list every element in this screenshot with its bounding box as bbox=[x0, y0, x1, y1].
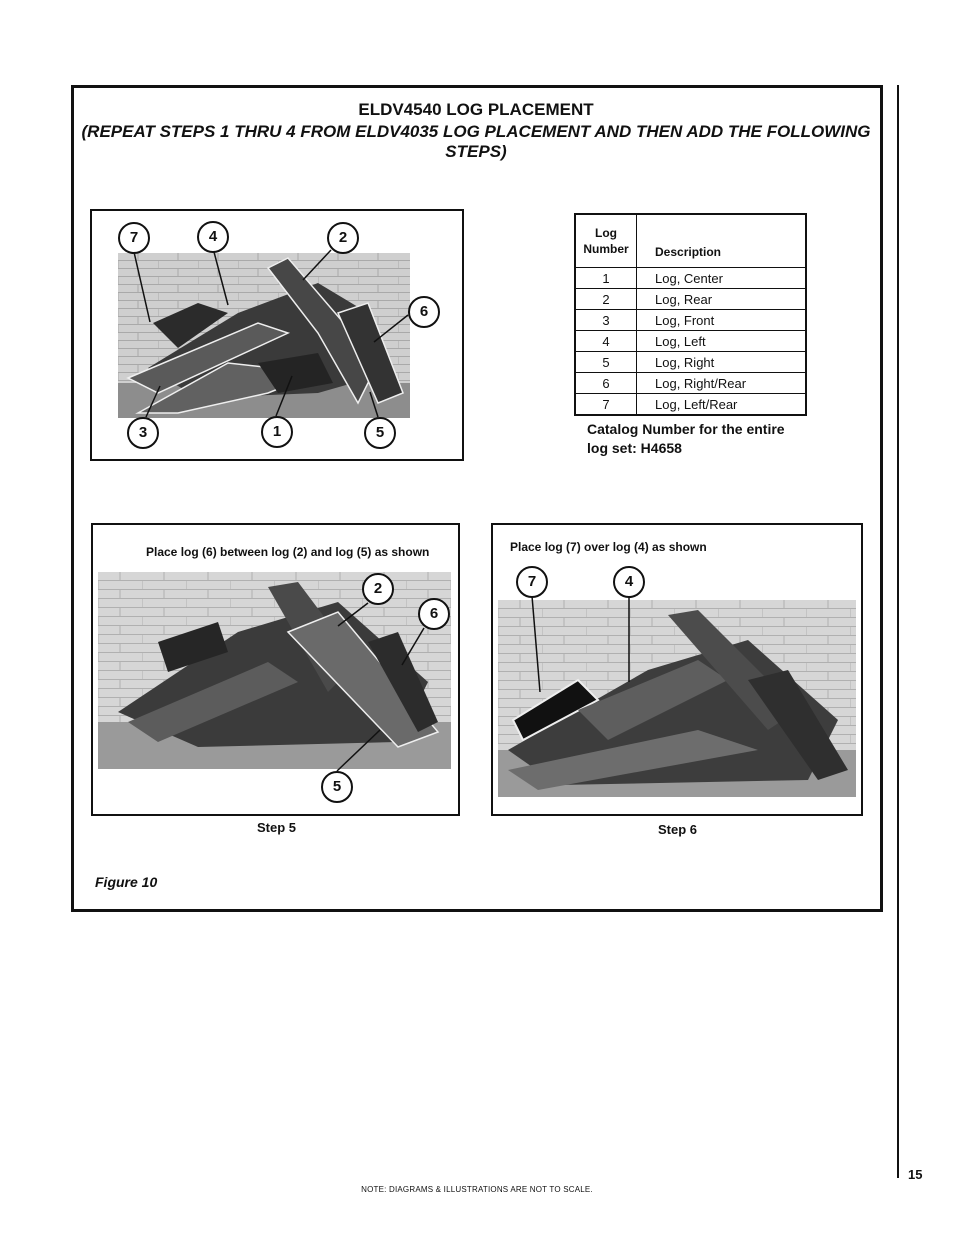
step6-label: Step 6 bbox=[658, 822, 698, 837]
table-row bbox=[575, 394, 806, 416]
step6-panel bbox=[491, 523, 863, 816]
catalog-number-note: Catalog Number for the entire log set: H4658 bbox=[587, 421, 785, 456]
col-header-number-line1: Log bbox=[595, 226, 617, 240]
step5-panel bbox=[91, 523, 460, 816]
log-description: Log, Front bbox=[637, 310, 807, 331]
table-row bbox=[575, 373, 806, 394]
col-header-description: Description bbox=[637, 214, 807, 268]
table-row bbox=[575, 352, 806, 373]
callout-5: 5 bbox=[364, 417, 396, 449]
callout-4: 4 bbox=[613, 566, 645, 598]
col-header-number bbox=[575, 214, 637, 268]
callout-6: 6 bbox=[408, 296, 440, 328]
figure-label: Figure 10 bbox=[95, 874, 158, 890]
log-number: 2 bbox=[575, 289, 637, 310]
callout-7: 7 bbox=[516, 566, 548, 598]
page-number: 15 bbox=[908, 1167, 923, 1182]
step6-photo bbox=[498, 600, 856, 797]
log-number: 4 bbox=[575, 331, 637, 352]
page-title: ELDV4540 LOG PLACEMENT bbox=[358, 100, 594, 119]
log-number: 3 bbox=[575, 310, 637, 331]
col-header-number-line2: Number bbox=[583, 242, 629, 256]
step6-instruction: Place log (7) over log (4) as shown bbox=[510, 540, 707, 554]
side-rule bbox=[897, 85, 899, 1178]
callout-7: 7 bbox=[118, 222, 150, 254]
step5-photo bbox=[98, 572, 451, 769]
log-description: Log, Right/Rear bbox=[637, 373, 807, 394]
table-row bbox=[575, 289, 806, 310]
log-table bbox=[574, 213, 807, 416]
callout-4: 4 bbox=[197, 221, 229, 253]
table-header-row bbox=[575, 214, 806, 268]
step5-label: Step 5 bbox=[257, 820, 297, 835]
table-row bbox=[575, 268, 806, 289]
callout-3: 3 bbox=[127, 417, 159, 449]
callout-2: 2 bbox=[362, 573, 394, 605]
log-description: Log, Rear bbox=[637, 289, 807, 310]
footer-note: NOTE: DIAGRAMS & ILLUSTRATIONS ARE NOT TO SCALE. bbox=[361, 1185, 593, 1194]
page-subtitle: (REPEAT STEPS 1 THRU 4 FROM ELDV4035 LOG PLACEMENT AND THEN ADD THE FOLLOWING STEPS) bbox=[81, 122, 871, 161]
log-description: Log, Center bbox=[637, 268, 807, 289]
log-description: Log, Left/Rear bbox=[637, 394, 807, 416]
log-number: 5 bbox=[575, 352, 637, 373]
table-row bbox=[575, 331, 806, 352]
callout-5: 5 bbox=[321, 771, 353, 803]
callout-6: 6 bbox=[418, 598, 450, 630]
log-description: Log, Left bbox=[637, 331, 807, 352]
log-description: Log, Right bbox=[637, 352, 807, 373]
step5-instruction: Place log (6) between log (2) and log (5) as shown bbox=[146, 545, 430, 559]
callout-2: 2 bbox=[327, 222, 359, 254]
log-number: 7 bbox=[575, 394, 637, 416]
log-number: 1 bbox=[575, 268, 637, 289]
log-number: 6 bbox=[575, 373, 637, 394]
table-row bbox=[575, 310, 806, 331]
callout-1: 1 bbox=[261, 416, 293, 448]
log-set-photo bbox=[118, 253, 410, 418]
